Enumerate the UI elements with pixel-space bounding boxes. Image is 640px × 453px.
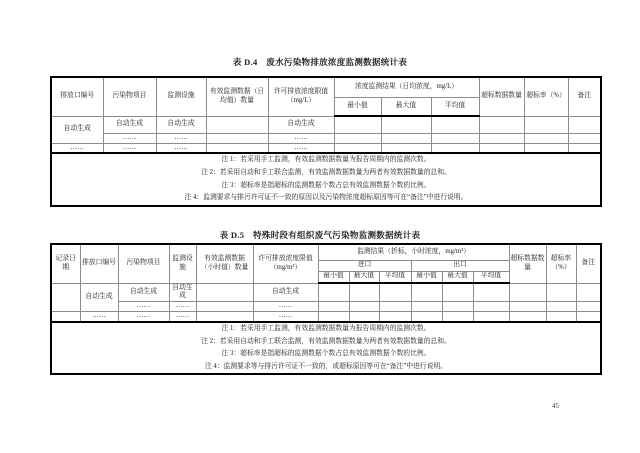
data-cell [568,133,601,143]
data-cell [576,302,601,312]
header-remark: 备注 [568,77,601,116]
data-cell [524,143,568,153]
data-cell [442,312,473,322]
data-cell [576,283,601,302]
header-permit-limit: 许可排放浓度限值（mg/m³） [253,244,318,283]
data-cell: 自动生成 [156,116,206,133]
header-pollutant-item: 污染物项目 [118,244,169,283]
data-cell [379,283,411,302]
data-cell [206,116,268,133]
data-cell: 自动生成 [80,283,118,312]
data-cell [379,302,411,312]
data-cell [568,116,601,133]
data-cell [431,116,479,133]
data-cell [318,312,349,322]
data-cell: …… [253,302,318,312]
data-cell [509,302,546,312]
note-line: 注 1：若采用手工监测，有效监测数据数量为报告周期内的监测次数。 [221,156,431,164]
note-line: 注 2：若采用自动和手工联合监测，有效监测数据数量为两者有效数据数量的总和。 [201,337,451,345]
data-cell: 自动生成 [103,116,156,133]
header-outlet-number: 排放口编号 [80,244,118,283]
data-cell: …… [51,143,103,153]
header-exceed-rate: 超标率（%） [546,244,576,283]
data-cell [473,302,509,312]
data-cell: 自动生成 [268,116,334,133]
table-d5-title: 表 D.5 特殊时段有组织废气污染物监测数据统计表 [219,230,421,240]
data-cell [334,133,381,143]
table-d4 [50,76,602,207]
data-cell: …… [253,312,318,322]
header-avg-value: 平均值 [379,271,411,283]
data-cell [349,283,379,302]
header-valid-data-count: 有效监测数据（小时值）数量 [196,244,253,283]
data-cell [442,302,473,312]
table-d4-notes [51,153,601,205]
data-cell [411,312,442,322]
header-avg-value: 平均值 [473,271,509,283]
data-cell [473,283,509,302]
data-cell: …… [169,312,196,322]
data-cell [51,283,80,312]
data-cell [524,133,568,143]
header-monitor-facility: 监测设施 [156,77,206,116]
data-cell: 自动生成 [118,283,169,302]
header-result-group: 浓度监测结果（日均浓度，mg/L） [334,77,479,97]
data-cell [411,283,442,302]
page-number: 45 [552,402,559,410]
table-d5 [50,243,602,375]
header-outlet-number: 排放口编号 [51,77,103,116]
header-exceed-rate: 超标率（%） [524,77,568,116]
data-cell [349,312,379,322]
header-outlet-group: 出口 [411,260,509,271]
header-pollutant-item: 污染物项目 [103,77,156,116]
header-max-value: 最大值 [349,271,379,283]
header-inlet-group: 进口 [318,260,411,271]
data-cell [349,302,379,312]
header-permit-limit: 许可排放浓度限值（mg/L） [268,77,334,116]
data-cell [334,116,381,133]
header-min-value: 最小值 [334,97,381,116]
data-cell [318,283,349,302]
header-exceed-count: 超标数据数量 [509,244,546,283]
data-cell: …… [118,312,169,322]
data-cell [196,302,253,312]
data-cell [509,283,546,302]
data-cell [473,312,509,322]
data-cell [546,283,576,302]
data-cell: …… [156,133,206,143]
data-cell: 自动生成 [169,283,196,302]
data-cell [381,133,431,143]
data-cell [51,312,80,322]
data-cell [546,302,576,312]
data-cell: 自动生成 [51,116,103,143]
data-cell: …… [268,133,334,143]
data-cell [479,133,524,143]
header-max-value: 最大值 [442,271,473,283]
data-cell: …… [80,312,118,322]
header-min-value: 最小值 [318,271,349,283]
header-remark: 备注 [576,244,601,283]
header-exceed-count: 超标数据数量 [479,77,524,116]
data-cell [379,312,411,322]
data-cell [568,143,601,153]
data-cell: …… [268,143,334,153]
header-avg-value: 平均值 [431,97,479,116]
note-line: 注 3：超标率是指超标的监测数据个数占总有效监测数据个数的比例。 [221,181,431,189]
header-monitor-facility: 监测设施 [169,244,196,283]
data-cell [524,116,568,133]
data-cell [431,133,479,143]
data-cell [479,116,524,133]
header-min-value: 最小值 [411,271,442,283]
table-d5-notes [51,322,601,374]
header-result-group: 监测结果（折标，小时浓度，mg/m³） [318,244,509,260]
data-cell [381,116,431,133]
header-record-date: 记录日期 [51,244,80,283]
data-cell: …… [118,302,169,312]
data-cell [546,312,576,322]
note-line: 注 1：若采用手工监测，有效监测数据数量为报告周期内的监测次数。 [221,324,431,332]
data-cell: 自动生成 [253,283,318,302]
data-cell: …… [169,302,196,312]
data-cell [431,143,479,153]
note-line: 注 3：超标率是指超标的监测数据个数占总有效监测数据个数的比例。 [221,350,431,358]
data-cell: …… [103,133,156,143]
data-cell [318,302,349,312]
data-cell [334,143,381,153]
data-cell [442,283,473,302]
header-max-value: 最大值 [381,97,431,116]
data-cell [206,133,268,143]
data-cell [381,143,431,153]
data-cell [196,312,253,322]
data-cell [411,302,442,312]
data-cell [479,143,524,153]
note-line: 注 2：若采用自动和手工联合监测，有效监测数据数量为两者有效数据数量的总和。 [201,168,451,176]
table-d4-title: 表 D.4 废水污染物排放浓度监测数据统计表 [232,57,408,67]
data-cell [509,312,546,322]
data-cell: …… [156,143,206,153]
note-line: 注 4：监测要求等与排污许可证不一致的，或超标原因等可在“备注”中进行说明。 [204,362,448,370]
header-valid-data-count: 有效监测数据（日均值）数量 [206,77,268,116]
data-cell [576,312,601,322]
data-cell [206,143,268,153]
note-line: 注 4：监测要求与排污许可证不一致的原因以及污染物浓度超标原因等可在“备注”中进行说明。 [184,194,468,202]
data-cell [196,283,253,302]
data-cell: …… [103,143,156,153]
